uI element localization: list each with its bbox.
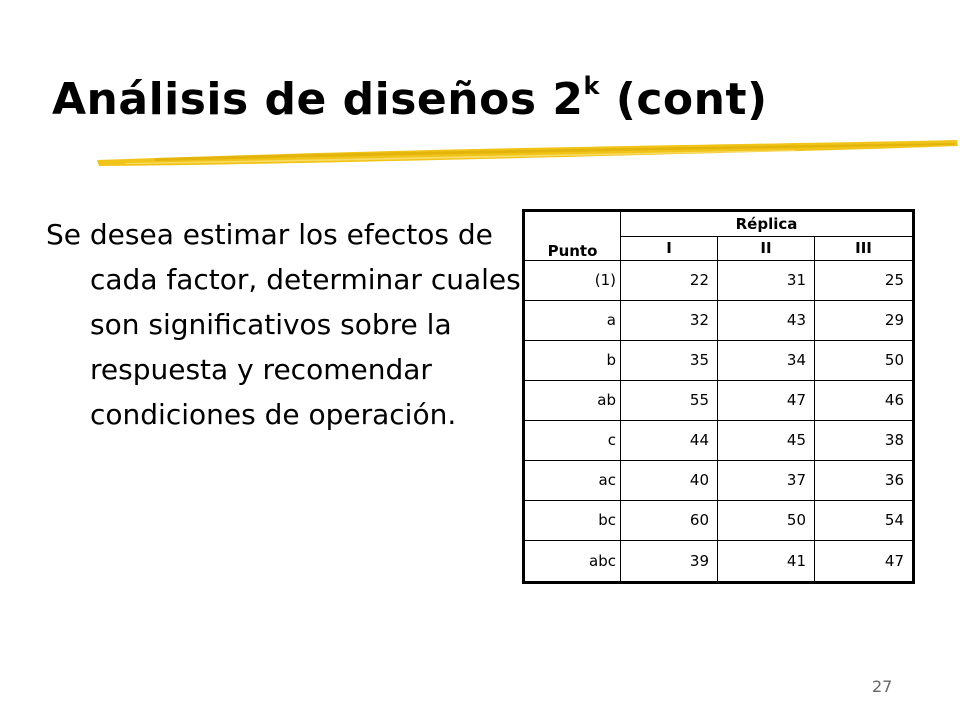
cell-value: 35	[621, 340, 718, 380]
cell-value: 44	[621, 420, 718, 460]
table-row	[524, 380, 914, 420]
cell-value: 54	[815, 500, 914, 540]
cell-value: 47	[718, 380, 815, 420]
slide-title	[52, 70, 768, 130]
cell-value: 37	[718, 460, 815, 500]
table-row	[524, 300, 914, 340]
cell-punto: c	[524, 420, 621, 460]
cell-value: 43	[718, 300, 815, 340]
cell-value: 29	[815, 300, 914, 340]
cell-value: 55	[621, 380, 718, 420]
cell-punto: abc	[524, 540, 621, 582]
title-underline-brushstroke	[95, 136, 960, 172]
table-row	[524, 340, 914, 380]
page-number: 27	[872, 677, 893, 696]
header-replica-1: I	[621, 236, 718, 260]
header-punto: Punto	[524, 211, 621, 261]
cell-value: 46	[815, 380, 914, 420]
cell-value: 38	[815, 420, 914, 460]
table-row	[524, 540, 914, 582]
title-main: Análisis de diseños 2	[52, 74, 584, 125]
slide-body-text: Se desea estimar los efectos de cada factor, determinar cuales son significativos sobre la respuesta y recomendar condiciones de operación.	[46, 218, 521, 431]
cell-punto: ab	[524, 380, 621, 420]
cell-value: 50	[718, 500, 815, 540]
table-row	[524, 420, 914, 460]
cell-value: 47	[815, 540, 914, 582]
cell-punto: (1)	[524, 261, 621, 301]
cell-punto: b	[524, 340, 621, 380]
cell-punto: bc	[524, 500, 621, 540]
cell-value: 22	[621, 261, 718, 301]
cell-value: 36	[815, 460, 914, 500]
cell-value: 60	[621, 500, 718, 540]
cell-value: 39	[621, 540, 718, 582]
header-replica-2: II	[718, 236, 815, 260]
replica-table	[522, 209, 915, 584]
table-row	[524, 261, 914, 301]
header-replica-3: III	[815, 236, 914, 260]
cell-value: 25	[815, 261, 914, 301]
cell-value: 40	[621, 460, 718, 500]
cell-value: 31	[718, 261, 815, 301]
header-replica: Réplica	[621, 211, 914, 237]
cell-punto: a	[524, 300, 621, 340]
table-row	[524, 460, 914, 500]
title-superscript: k	[583, 72, 600, 100]
cell-value: 45	[718, 420, 815, 460]
cell-punto: ac	[524, 460, 621, 500]
cell-value: 32	[621, 300, 718, 340]
title-suffix: (cont)	[599, 74, 768, 125]
table-row	[524, 500, 914, 540]
cell-value: 41	[718, 540, 815, 582]
cell-value: 34	[718, 340, 815, 380]
cell-value: 50	[815, 340, 914, 380]
